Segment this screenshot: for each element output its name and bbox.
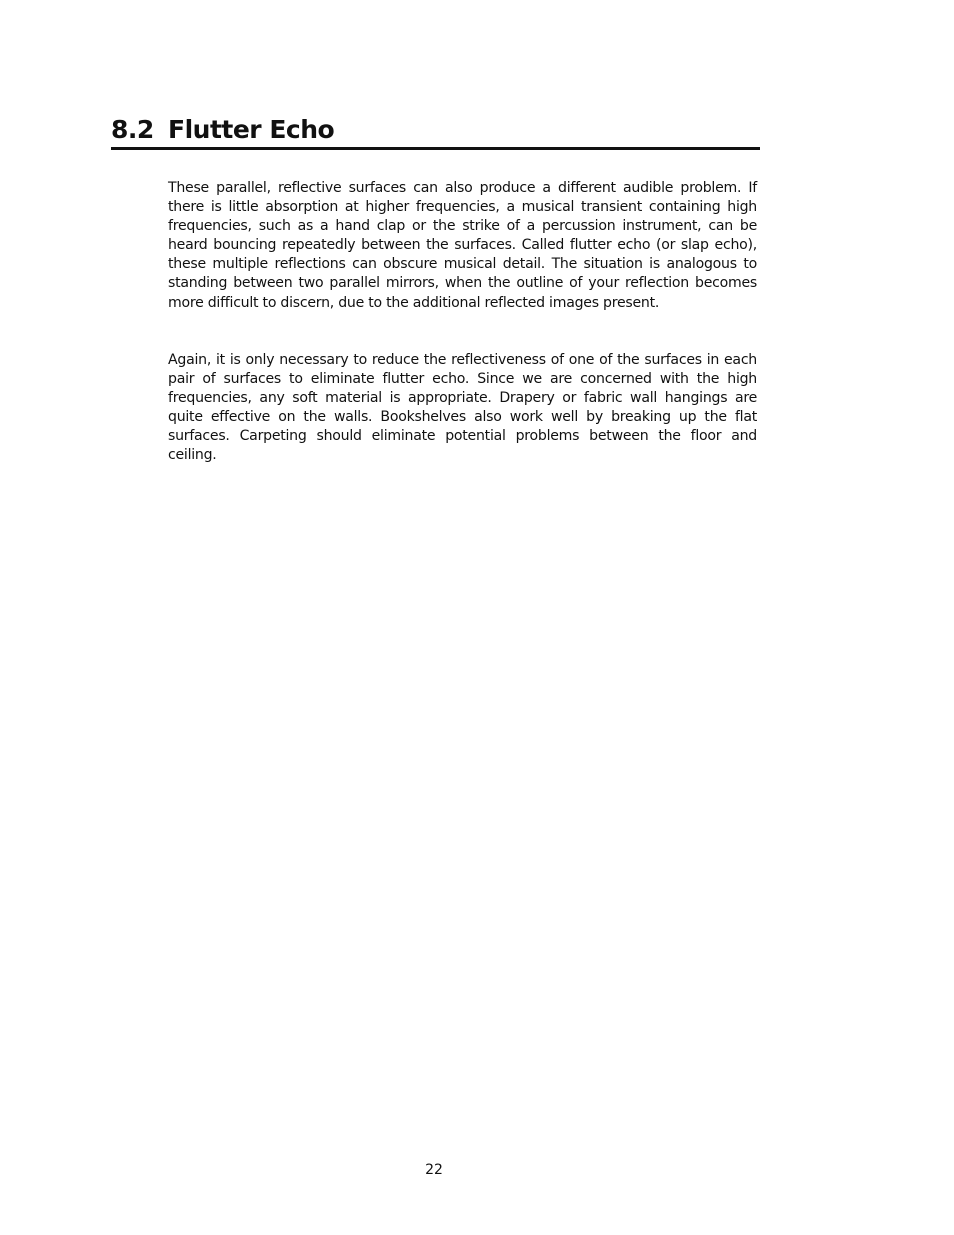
section-title: Flutter Echo — [168, 115, 335, 144]
body-paragraph-1: These parallel, reflective surfaces can also produce a different audible problem. If there is little absorption at higher frequencies, a musical transient containing high frequencies, such as a hand clap or the strike of a percussion instrument, can be heard bouncing repeatedly between the surfaces. Called flutter echo (or slap echo), these multiple reflections can obscure musical detail. The situation is analogous to standing between two parallel mirrors, when the outline of your reflection becomes more difficult to discern, due to the additional reflected images present. — [168, 180, 757, 311]
section-heading — [111, 112, 760, 150]
page-number: 22 — [425, 1162, 443, 1178]
section-number: 8.2 — [111, 115, 154, 144]
body-paragraph-2: Again, it is only necessary to reduce the reflectiveness of one of the surfaces in each pair of surfaces to eliminate flutter echo. Since we are concerned with the high frequencies, any soft material is appropriate. Drapery or fabric wall hangings are quite effective on the walls. Bookshelves also work well by breaking up the flat surfaces. Carpeting should eliminate potential problems between the floor and ceiling. — [168, 352, 757, 464]
